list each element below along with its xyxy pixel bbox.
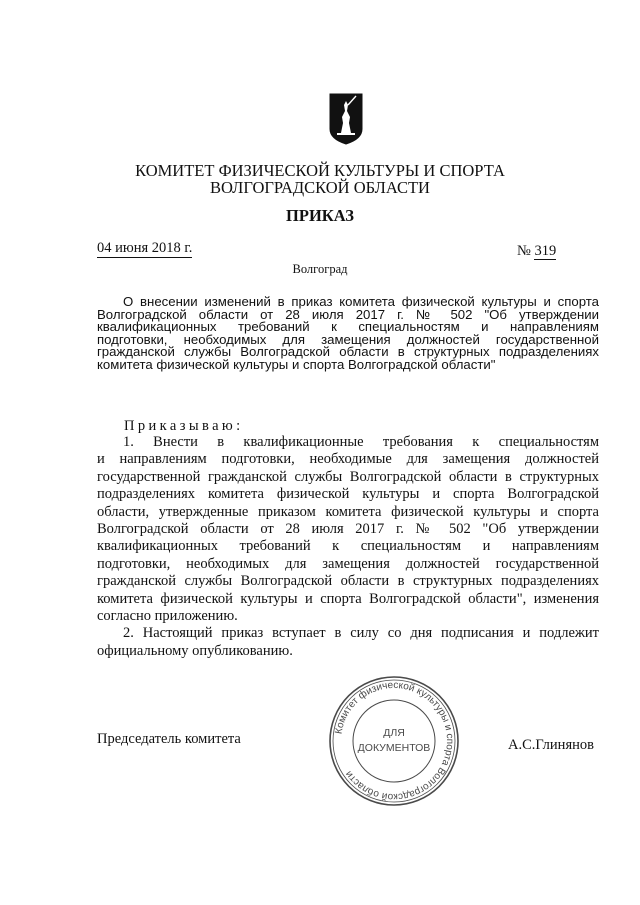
body-line: Волгоградской области от 28 июля 2017 г. № 502 "Об утверждении (97, 521, 599, 538)
order-directive-heading: Приказываю: (124, 418, 244, 434)
body-line: комитета физической культуры и спорта Волгоградской области", изменения (97, 590, 599, 607)
signatory-position: Председатель комитета (97, 731, 241, 747)
subject-line: квалификационных требований к специальностям и направлениям (97, 319, 599, 335)
subject-line: гражданской службы Волгоградской области в структурных подразделениях (97, 344, 599, 360)
body-line: 2. Настоящий приказ вступает в силу со дня подписания и подлежит (123, 625, 599, 642)
body-line: гражданской службы Волгоградской области в структурных подразделениях (97, 573, 599, 590)
order-subject (97, 296, 599, 372)
committee-name-line2: ВОЛГОГРАДСКОЙ ОБЛАСТИ (210, 178, 430, 197)
subject-line: Волгоградской области от 28 июля 2017 г. № 502 "Об утверждении (97, 306, 599, 322)
seal-outer-ring (330, 677, 458, 805)
seal-center-line1: ДЛЯ (383, 727, 405, 739)
seal-center-line2: ДОКУМЕНТОВ (357, 742, 431, 754)
body-line: официальному опубликованию. (97, 642, 293, 659)
official-seal (327, 674, 461, 808)
body-line: квалификационных требований к специальностям и направлениям (97, 538, 599, 555)
city-name: Волгоград (292, 262, 348, 276)
order-date: 04 июня 2018 г. (97, 240, 193, 256)
body-line: подразделениях комитета физической культуры и спорта Волгоградской (97, 486, 599, 503)
signatory-name: А.С.Глинянов (508, 737, 594, 753)
seal-ring-text: Комитет физической культуры и спорта Волгоградской области (333, 679, 456, 803)
subject-line: О внесении изменений в приказ комитета физической культуры и спорта (123, 294, 599, 309)
order-body (97, 434, 599, 660)
body-line: и направлениям подготовки, необходимые для замещения должностей (97, 451, 599, 468)
subject-line: комитета физической культуры и спорта Волгоградской области" (97, 356, 496, 372)
body-line: области, утвержденные приказом комитета физической культуры и спорта (97, 503, 599, 520)
body-line: подготовки, необходимых для замещения должностей государственной (97, 555, 599, 572)
subject-line: подготовки, необходимых для замещения должностей государственной (97, 331, 599, 347)
order-number-value: 319 (534, 243, 557, 259)
order-number (517, 244, 556, 259)
document-type-title: ПРИКАЗ (286, 206, 354, 225)
committee-name-line1: КОМИТЕТ ФИЗИЧЕСКОЙ КУЛЬТУРЫ И СПОРТА (135, 161, 505, 180)
volgograd-emblem-icon (329, 93, 363, 145)
body-line: 1. Внести в квалификационные требования к специальностям (123, 434, 599, 450)
seal-inner-ring (353, 700, 435, 782)
order-number-prefix: № (517, 243, 535, 259)
body-line: государственной гражданской службы Волгоградской области в структурных (97, 468, 599, 485)
body-line: согласно приложению. (97, 608, 238, 625)
